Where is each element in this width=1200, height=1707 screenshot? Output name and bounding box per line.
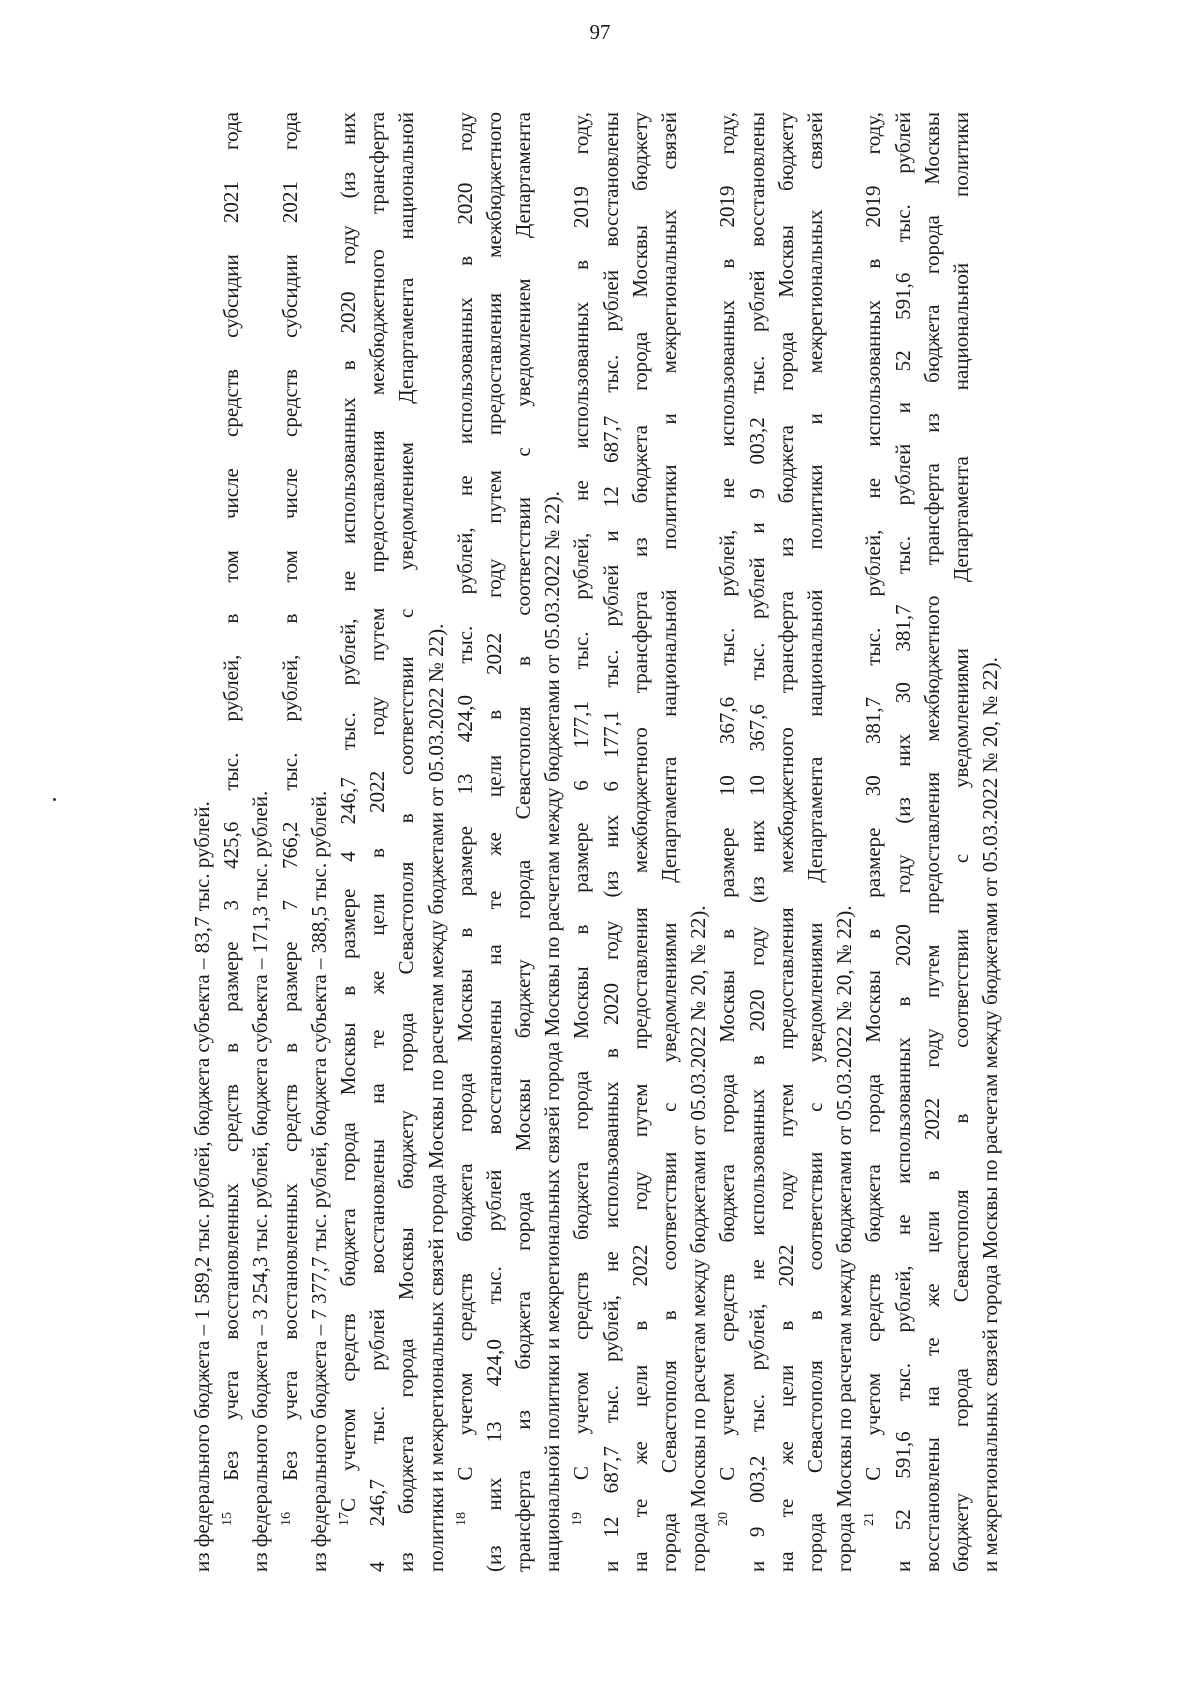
- footnote-text: политики и межрегиональных связей города Москвы по расчетам между бюджетами от 05.03.2022 № 22).: [423, 623, 448, 1572]
- footnote-text: из федерального бюджета – 3 254,3 тыс. рублей, бюджета субъекта – 171,3 тыс. рублей.: [248, 790, 273, 1572]
- footnote-line: [188, 112, 217, 1572]
- footnote-text: города Москвы по расчетам между бюджетами от 05.03.2022 № 20, № 22).: [832, 905, 857, 1572]
- footnote-text: С учетом средств бюджета города Москвы в размере 10 367,6 тыс. рублей, не использованных в 2019 году,: [715, 112, 740, 1512]
- footnote-line: [480, 112, 509, 1572]
- footnote-text: Без учета восстановленных средств в размере 3 425,6 тыс. рублей, в том числе средств субсидии 2021 года: [219, 112, 244, 1512]
- footnote-line: [918, 112, 947, 1572]
- footnote-text: С учетом средств бюджета города Москвы в размере 4 246,7 тыс. рублей, не использованных в 2020 году (из них: [335, 112, 360, 1512]
- footnote-text: 4 246,7 тыс. рублей восстановлены на те же цели в 2022 году путем предоставления межбюджетного трансферта: [365, 112, 390, 1572]
- footnote-line: [889, 112, 918, 1572]
- footnote-text: С учетом средств бюджета города Москвы в размере 30 381,7 тыс. рублей, не использованных в 2019 году,: [861, 112, 886, 1512]
- footnote-text: города Севастополя в соответствии с уведомлениями Департамента национальной политики и межрегиональных связей: [657, 112, 681, 1572]
- footnote-line: [743, 112, 772, 1572]
- footnote-start-line: [217, 112, 246, 1572]
- footnote-text: трансферта из бюджета города Москвы бюджету города Севастополя в соответствии с уведомлением Департамента: [511, 112, 536, 1572]
- footnote-line: [772, 112, 801, 1572]
- footnote-text: бюджету города Севастополя в соответствии с уведомлениями Департамента национальной политики: [948, 112, 973, 1572]
- footnote-text: из федерального бюджета – 1 589,2 тыс. рублей, бюджета субъекта – 83,7 тыс. рублей.: [190, 801, 214, 1572]
- footnote-text: С учетом средств бюджета города Москвы в размере 6 177,1 тыс. рублей, не использованных в 2019 году,: [569, 112, 594, 1512]
- footnote-start-line: [334, 112, 363, 1572]
- footnote-text: Без учета восстановленных средств в размере 7 766,2 тыс. рублей, в том числе средств субсидии 2021 года: [277, 112, 302, 1512]
- footnote-line: [246, 112, 275, 1572]
- footnote-line: [830, 112, 859, 1572]
- footnote-start-line: [713, 112, 742, 1572]
- footnote-marker: 19: [570, 1512, 586, 1526]
- footnote-text: С учетом средств бюджета города Москвы в размере 13 424,0 тыс. рублей, не использованных в 2020 году: [452, 112, 477, 1512]
- footnote-marker: 20: [716, 1512, 732, 1526]
- footnote-line: [363, 112, 392, 1572]
- footnote-start-line: [276, 112, 305, 1572]
- footnote-text: из бюджета города Москвы бюджету города Севастополя в соответствии с уведомлением Департамента национальной: [394, 112, 419, 1572]
- footnote-marker: 18: [453, 1512, 469, 1526]
- footnote-text: города Москвы по расчетам между бюджетами от 05.03.2022 № 20, № 22).: [686, 905, 711, 1572]
- footnotes-block: [188, 112, 1005, 1572]
- footnote-line: [947, 112, 976, 1572]
- footnote-start-line: [859, 112, 888, 1572]
- footnote-start-line: [451, 112, 480, 1572]
- footnote-text: восстановлены на те же цели в 2022 году путем предоставления межбюджетного трансферта из бюджета города Москвы: [919, 112, 944, 1572]
- footnote-text: и 52 591,6 тыс. рублей, не использованных в 2020 году (из них 30 381,7 тыс. рублей и 52 591,6 тыс. рублей: [890, 112, 915, 1572]
- footnote-marker: 16: [278, 1512, 294, 1526]
- footnote-text: города Севастополя в соответствии с уведомлениями Департамента национальной политики и межрегиональных связей: [802, 112, 827, 1572]
- footnote-text: и 12 687,7 тыс. рублей, не использованных в 2020 году (из них 6 177,1 тыс. рублей и 12 687,7 тыс. рублей восстановлены: [598, 112, 623, 1572]
- footnote-line: [684, 112, 713, 1572]
- footnote-line: [538, 112, 567, 1572]
- footnote-text: и межрегиональных связей города Москвы по расчетам между бюджетами от 05.03.2022 № 20, № 22).: [978, 657, 1003, 1572]
- footnote-line: [422, 112, 451, 1572]
- footnote-start-line: [567, 112, 596, 1572]
- page-number: 97: [589, 20, 611, 44]
- footnote-text: национальной политики и межрегиональных связей города Москвы по расчетам между бюджетами от 05.03.2022 № 22).: [540, 491, 565, 1572]
- footnote-line: [597, 112, 626, 1572]
- footnote-marker: 15: [220, 1512, 236, 1526]
- footnote-text: из федерального бюджета – 7 377,7 тыс. рублей, бюджета субъекта – 388,5 тыс. рублей.: [306, 790, 331, 1572]
- footnote-text: на те же цели в 2022 году путем предоставления межбюджетного трансферта из бюджета города Москвы бюджету: [627, 112, 652, 1572]
- footnote-line: [655, 112, 684, 1572]
- footnote-line: [976, 112, 1005, 1572]
- scan-speck: [53, 798, 56, 801]
- footnote-line: [305, 112, 334, 1572]
- footnote-text: (из них 13 424,0 тыс. рублей восстановлены на те же цели в 2022 году путем предоставления межбюджетного: [481, 112, 506, 1572]
- footnote-marker: 17: [336, 1512, 352, 1526]
- footnote-marker: 21: [862, 1512, 878, 1526]
- footnote-line: [392, 112, 421, 1572]
- footnote-line: [509, 112, 538, 1572]
- footnote-line: [801, 112, 830, 1572]
- footnote-text: и 9 003,2 тыс. рублей, не использованных в 2020 году (из них 10 367,6 тыс. рублей и 9 003,2 тыс. рублей восстановлены: [744, 112, 769, 1572]
- footnote-text: на те же цели в 2022 году путем предоставления межбюджетного трансферта из бюджета города Москвы бюджету: [773, 112, 798, 1572]
- footnote-line: [626, 112, 655, 1572]
